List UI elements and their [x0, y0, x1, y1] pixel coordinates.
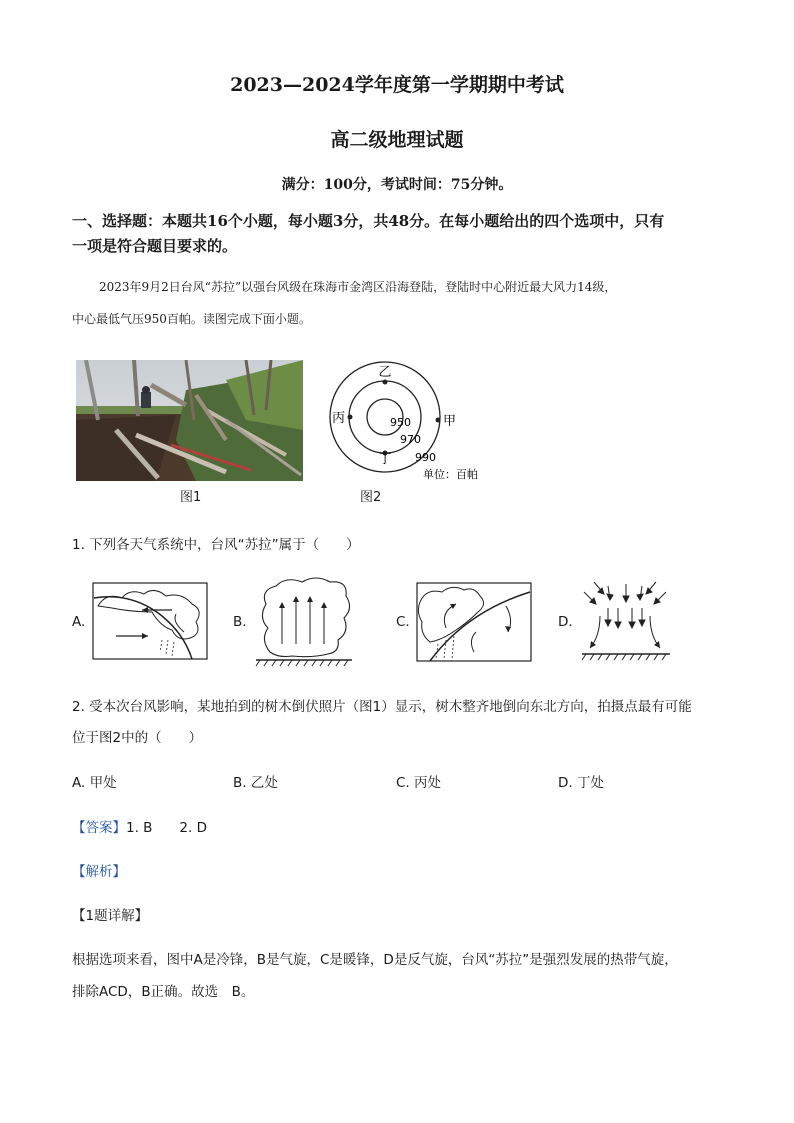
answer-label: 【答案】: [72, 820, 126, 836]
answer-row: [72, 816, 207, 836]
exam-meta: 满分：100分，考试时间：75分钟。: [281, 177, 513, 193]
q2-stem-line2: 位于图2中的（ ）: [72, 730, 203, 746]
section-header-line1: 一、选择题：本题共16个小题，每小题3分，共48分。在每小题给出的四个选项中，只有: [72, 212, 665, 230]
cyclone-diagram: [252, 574, 356, 670]
cold-front-diagram: [92, 582, 208, 660]
fallen-trees-photo: [76, 360, 303, 481]
detail-label: 【1题详解】: [72, 908, 149, 924]
intro-line1: 2023年9月2日台风“苏拉”以强台风级在珠海市金湾区沿海登陆，登陆时中心附近最大风力14级，: [99, 280, 617, 294]
q2-option-b: B. 乙处: [233, 775, 278, 791]
label-bing: 丙: [332, 411, 346, 426]
q2-option-a: A. 甲处: [72, 775, 117, 791]
label-jia: 甲: [443, 414, 457, 429]
q2-option-d: D. 丁处: [558, 775, 604, 791]
unit-label: 单位：百帕: [423, 468, 478, 481]
q1-option-b-label: B.: [233, 614, 247, 630]
anticyclone-diagram: [578, 576, 672, 664]
q1-stem: 1. 下列各天气系统中，台风“苏拉”属于（ ）: [72, 537, 360, 553]
isobar-970: 970: [400, 433, 421, 446]
exam-title: 2023—2024学年度第一学期期中考试: [230, 74, 564, 96]
section-header-line2: 一项是符合题目要求的。: [72, 237, 238, 255]
q1-option-c-label: C.: [396, 614, 410, 630]
isobar-950: 950: [390, 416, 411, 429]
q2-option-c: C. 丙处: [396, 775, 442, 791]
warm-front-diagram: [416, 582, 532, 662]
isobar-diagram: [322, 357, 497, 485]
label-yi: 乙: [378, 365, 392, 380]
q1-option-a-label: A.: [72, 614, 86, 630]
exam-subtitle: 高二级地理试题: [330, 129, 464, 151]
detail-line1: 根据选项来看，图中A是冷锋，B是气旋，C是暖锋，D是反气旋，台风“苏拉”是强烈发展的热带气旋，: [72, 952, 678, 968]
label-ding: 丁: [378, 452, 392, 467]
figure2-caption: 图2: [360, 490, 382, 505]
q2-stem-line1: 2. 受本次台风影响，某地拍到的树木倒伏照片（图1）显示，树木整齐地倒向东北方向，拍摄点最有可能: [72, 699, 692, 715]
intro-line2: 中心最低气压950百帕。读图完成下面小题。: [72, 312, 311, 326]
q1-option-d-label: D.: [558, 614, 573, 630]
isobar-990: 990: [415, 451, 436, 464]
analysis-label: 【解析】: [72, 864, 126, 880]
detail-line2: 排除ACD，B正确。故选 B。: [72, 984, 255, 1000]
answer-text: 1. B 2. D: [126, 820, 207, 836]
figure1-caption: 图1: [180, 490, 202, 505]
